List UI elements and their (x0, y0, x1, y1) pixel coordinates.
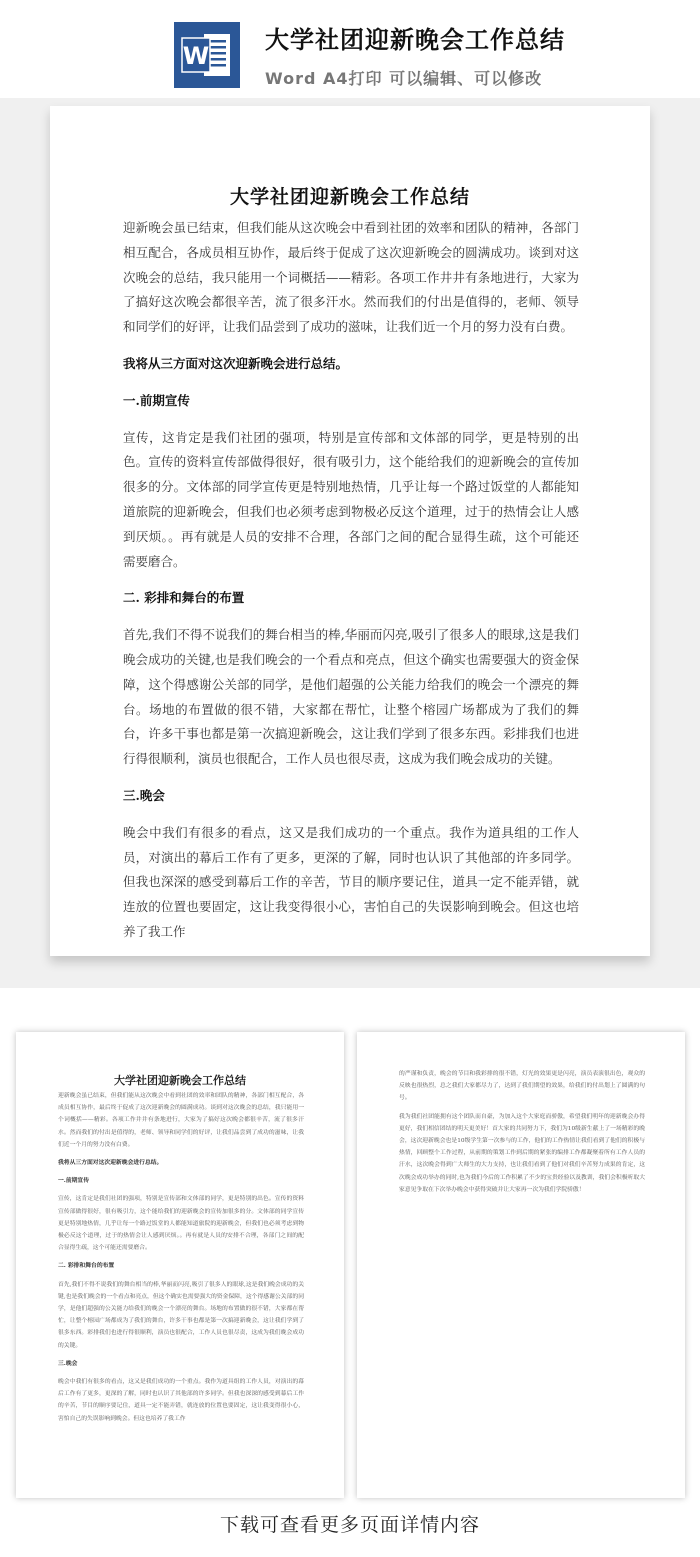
section-heading-3: 三.晚会 (123, 787, 165, 803)
document-body (123, 216, 579, 945)
thumbnail-paragraph: 晚会中我们有很多的看点，这又是我们成功的一个重点。我作为道具组的工作人员，对演出的幕后工作有了更多，更深的了解，同时也认识了其他部的许多同学。但我也深深的感受到幕后工作的辛苦，节目的顺序要记住，道具一定不能弄错，就连放的位置也要固定，这让我变得很小心，害怕自己的失误影响到晚会。但这也培养了我工作 (58, 1379, 304, 1422)
header-subtitle: Word A4打印 可以编辑、可以修改 (265, 69, 543, 88)
download-more-pages-text[interactable]: 下载可查看更多页面详情内容 (219, 1514, 480, 1536)
page-thumbnail-1[interactable] (16, 1032, 344, 1498)
document-title: 大学社团迎新晚会工作总结 (229, 186, 470, 208)
paragraph-intro: 迎新晚会虽已结束，但我们能从这次晚会中看到社团的效率和团队的精神，各部门相互配合，各成员相互协作，最后终于促成了这次迎新晚会的圆满成功。谈到对这次晚会的总结，我只能用一个词概括——精彩。各项工作井井有条地进行，大家为了搞好这次晚会都很辛苦，流了很多汗水。然而我们的付出是值得的，老师、领导和同学们的好评，让我们品尝到了成功的滋味，让我们近一个月的努力没有白费。 (123, 220, 579, 335)
paragraph-party: 晚会中我们有很多的看点，这又是我们成功的一个重点。我作为道具组的工作人员，对演出的幕后工作有了更多，更深的了解，同时也认识了其他部的许多同学。但我也深深的感受到幕后工作的辛苦，节目的顺序要记住，道具一定不能弄错，就连放的位置也要固定，这让我变得很小心，害怕自己的失误影响到晚会。但这也培养了我工作 (123, 824, 579, 939)
thumbnail-paragraph: 首先,我们不得不说我们的舞台相当的棒,华丽而闪亮,吸引了很多人的眼球,这是我们晚会成功的关键,也是我们晚会的一个看点和亮点，但这个确实也需要强大的资金保障，这个得感谢公关部的同学，是他们超强的公关能力给我们的晚会一个漂亮的舞台。场地的布置做的很不错，大家都在帮忙，让整个榕园广场都成为了我们的舞台，许多干事也都是第一次搞迎新晚会，这让我们学到了很多东西。彩排我们也进行得很顺利，演员也很配合，工作人员也很尽责，这成为我们晚会成功的关键。 (58, 1281, 304, 1349)
thumbnail-title: 大学社团迎新晚会工作总结 (114, 1074, 246, 1087)
thumbnail-heading: 三.晚会 (58, 1360, 78, 1367)
page-thumbnail-2[interactable] (357, 1032, 685, 1498)
paragraph-publicity: 宣传，这肯定是我们社团的强项，特别是宣传部和文体部的同学，更是特别的出色。宣传的资料宣传部做得很好，很有吸引力，这个能给我们的迎新晚会的宣传加很多的分。文体部的同学宣传更是特别地热情，几乎让每一个路过饭堂的人都能知道旅院的迎新晚会，但我们也必须考虑到物极必反这个道理，过于的热情会让人感到厌烦。。再有就是人员的安排不合理，各部门之间的配合显得生疏，这个可能还需要磨合。 (123, 429, 579, 569)
thumbnail-body (399, 1068, 645, 1196)
thumbnail-body (58, 1090, 304, 1425)
section-heading-1: 一.前期宣传 (123, 392, 190, 408)
header (0, 0, 700, 98)
thumbnail-heading: 一.前期宣传 (58, 1178, 90, 1185)
thumbnail-paragraph: 的严谨和负责，晚会的节目和我彩排的很不错，灯光的效果更是闪亮，演员表演很出色，观众的反映也很热烈，总之我们大家都尽力了，达到了我们期望的效果，给我们的付出划上了圆满的句号。 (399, 1071, 645, 1102)
page-thumbnails (0, 1020, 700, 1510)
thumbnail-paragraph: 我为我们社团能拥有这个团队而自豪，为加入这个大家庭而骄傲，希望我们明年的迎新晚会办得更好，我们相信团结的明天更美好！首大家的共同努力下，我们为10级新生献上了一场精彩的晚会，这次迎新晚会也是10级学生第一次参与的工作，他们的工作热情让我们看到了他们的积极与热情，回顾整个工作过程，从前期的策划工作到后期的紧张的编排工作都凝聚着所有工作人员的汗水，这次晚会得到广大师生的大力支持，也让我们看到了他们对我们辛苦努力成果的肯定，这次晚会成功举办的同时,也为我们今后的工作积累了不少的宝贵经验以及教训，我们会积极听取大家意见争取在下次举办晚会中获得突破并让大家再一次为我们学院骄傲！ (399, 1113, 645, 1193)
summary-statement: 我将从三方面对这次迎新晚会进行总结。 (123, 355, 349, 371)
section-heading-2: 二. 彩排和舞台的布置 (123, 590, 245, 606)
word-document-icon (174, 22, 240, 88)
word-icon-letter: W (182, 42, 210, 70)
thumbnail-heading: 二. 彩排和舞台的布置 (58, 1263, 115, 1270)
header-title: 大学社团迎新晚会工作总结 (265, 26, 565, 54)
thumbnail-paragraph: 宣传，这肯定是我们社团的强项，特别是宣传部和文体部的同学，更是特别的出色。宣传的资料宣传部做得很好，很有吸引力，这个能给我们的迎新晚会的宣传加很多的分。文体部的同学宣传更是特别地热情，几乎让每一个路过饭堂的人都能知道旅院的迎新晚会，但我们也必须考虑到物极必反这个道理，过于的热情会让人感到厌烦。。再有就是人员的安排不合理，各部门之间的配合显得生疏，这个可能还需要磨合。 (58, 1196, 304, 1252)
thumbnail-statement: 我将从三方面对这次迎新晚会进行总结。 (58, 1160, 163, 1167)
paragraph-rehearsal: 首先,我们不得不说我们的舞台相当的棒,华丽而闪亮,吸引了很多人的眼球,这是我们晚会成功的关键,也是我们晚会的一个看点和亮点，但这个确实也需要强大的资金保障，这个得感谢公关部的同学，是他们超强的公关能力给我们的晚会一个漂亮的舞台。场地的布置做的很不错，大家都在帮忙，让整个榕园广场都成为了我们的舞台，许多干事也都是第一次搞迎新晚会，这让我们学到了很多东西。彩排我们也进行得很顺利，演员也很配合，工作人员也很尽责，这成为我们晚会成功的关键。 (123, 627, 579, 767)
document-page-preview[interactable] (50, 106, 650, 956)
thumbnail-paragraph: 迎新晚会虽已结束，但我们能从这次晚会中看到社团的效率和团队的精神，各部门相互配合，各成员相互协作，最后终于促成了这次迎新晚会的圆满成功。谈到对这次晚会的总结，我只能用一个词概括——精彩。各项工作井井有条地进行，大家为了搞好这次晚会都很辛苦，流了很多汗水。然而我们的付出是值得的，老师、领导和同学们的好评，让我们品尝到了成功的滋味，让我们近一个月的努力没有白费。 (58, 1093, 304, 1148)
